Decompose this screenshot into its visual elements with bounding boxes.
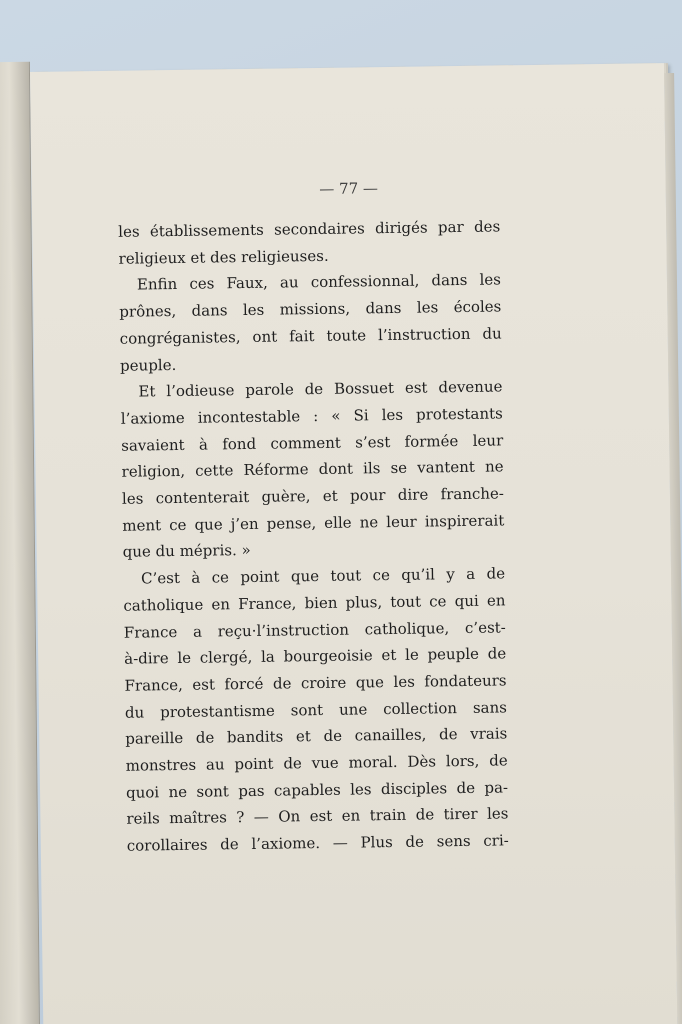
text-line: corollaires de l’axiome. — Plus de sens cri- (126, 831, 509, 855)
text-line: prônes, dans les missions, dans les écoles (119, 297, 502, 321)
text-line: Et l’odieuse parole de Bossuet est devenue (138, 377, 503, 401)
text-line: pareille de bandits et de canailles, de vrais (125, 724, 508, 749)
text-line: du protestantisme sont une collection sans (124, 698, 508, 722)
text-line: à-dire le clergé, la bourgeoisie et le peuple de (124, 644, 507, 668)
paragraph (119, 267, 502, 379)
text-line: religion, cette Réforme dont ils se vantent ne (121, 457, 504, 482)
paragraph (120, 374, 505, 566)
text-line: C’est à ce point que tout ce qu’il y a de (140, 564, 506, 588)
body-text (118, 213, 509, 859)
book-page (30, 63, 677, 1024)
text-line: France a reçu·l’instruction catholique, c’est- (123, 617, 506, 642)
text-line: congréganistes, ont fait toute l’instruction du (119, 324, 502, 348)
text-line: monstres au point de vue moral. Dès lors, de (125, 751, 508, 775)
text-line: reils maîtres ? — On est en train de tirer les (126, 804, 509, 829)
text-line: France, est forcé de croire que les fondateurs (124, 671, 507, 695)
paragraph (118, 213, 501, 272)
text-line: que du mépris. » (122, 541, 251, 562)
text-line: l’axiome incontestable : « Si les protestants (120, 404, 503, 428)
text-line: savaient à fond comment s’est formée leur (121, 431, 504, 455)
text-line: les établissements secondaires dirigés par des (118, 217, 501, 241)
text-line: ment ce que j’en pense, elle ne leur inspirerait (122, 511, 505, 535)
paragraph (123, 561, 509, 860)
text-line: peuple. (119, 355, 177, 375)
text-line: quoi ne sont pas capables les disciples de pa- (125, 778, 509, 802)
text-line: les contenterait guère, et pour dire franche- (121, 484, 505, 508)
text-line: catholique en France, bien plus, tout ce qui en (123, 591, 506, 615)
text-line: religieux et des religieuses. (118, 246, 329, 268)
page-number: — 77 — (319, 179, 379, 198)
page-stack-edge (664, 73, 682, 1024)
text-line: Enfin ces Faux, au confessionnal, dans les (136, 270, 502, 294)
